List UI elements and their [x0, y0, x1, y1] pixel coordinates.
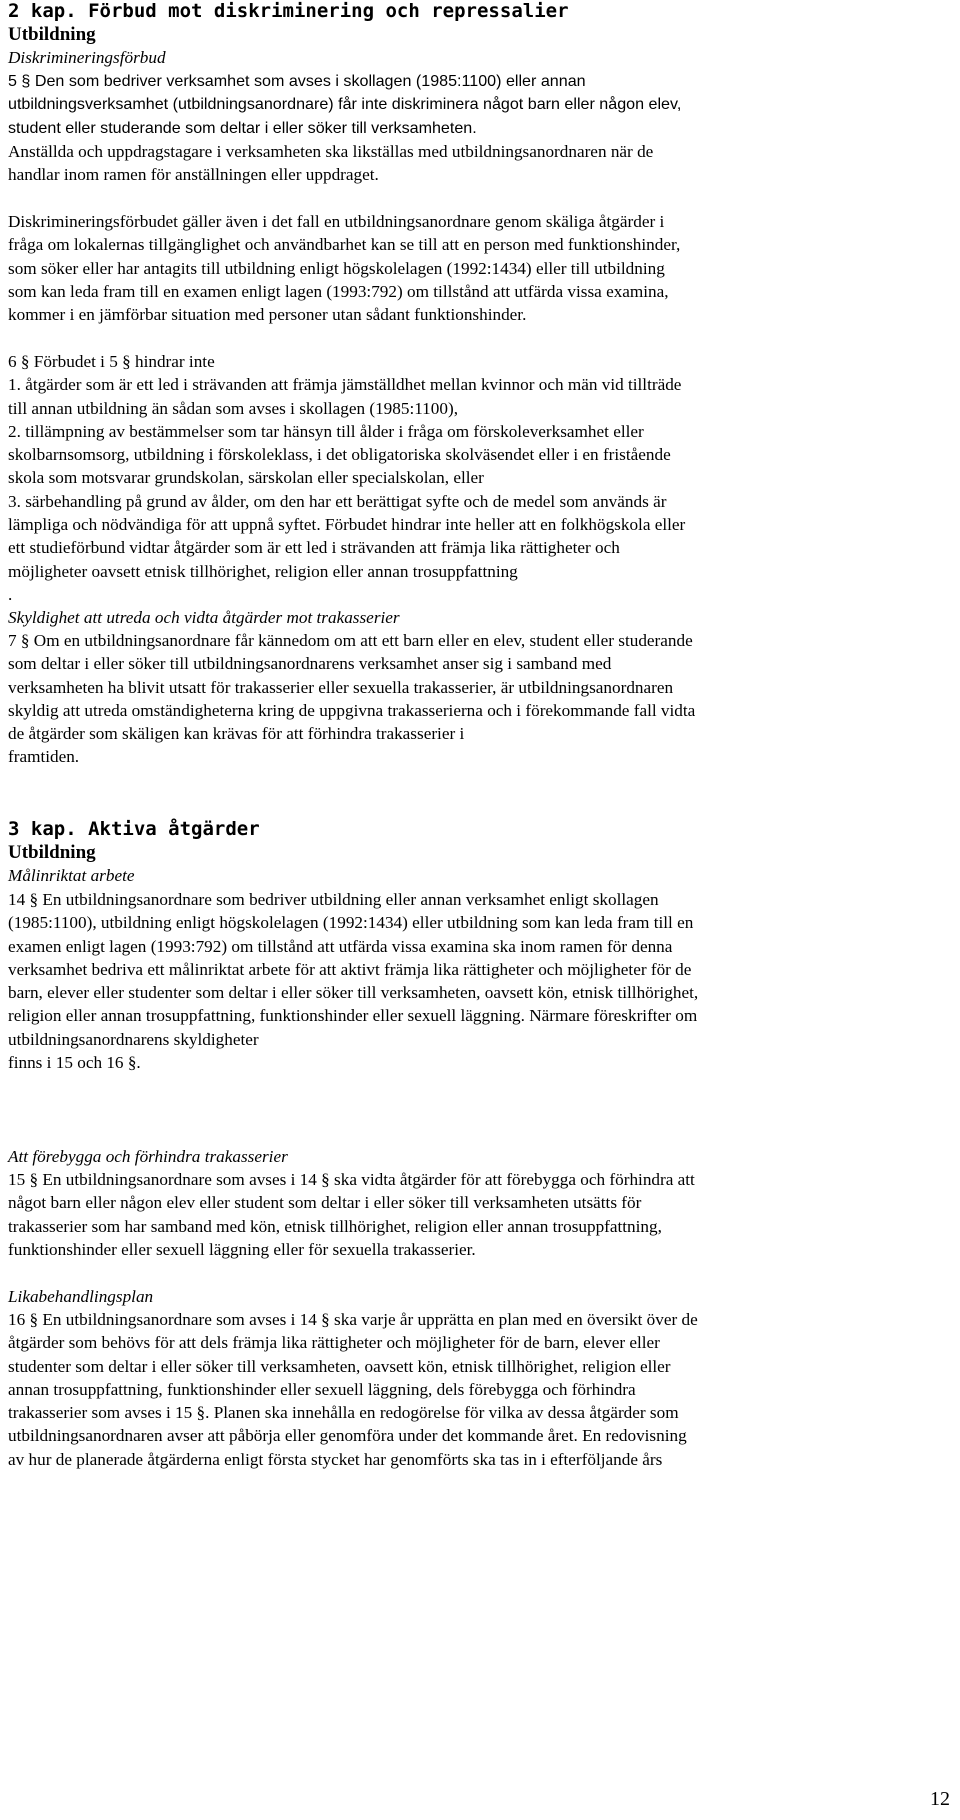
paragraph-7: [8, 629, 952, 769]
text-line: studenter som deltar i eller söker till verksamheten, oavsett kön, etnisk tillhörighet, religion eller: [8, 1356, 671, 1376]
text-line: trakasserier som avses i 15 §. Planen ska innehålla en redogörelse för vilka av dessa åtgärder som: [8, 1403, 679, 1423]
text-line: något barn eller någon elev eller student som deltar i eller söker till verksamheten utsätts för: [8, 1193, 642, 1213]
text-line: Anställda och uppdragstagare i verksamheten ska likställas med utbildningsanordnaren när de: [8, 142, 654, 161]
text-line: som kan leda fram till en examen enligt lagen (1993:792) om tillstånd att utfärda vissa examina,: [8, 281, 669, 301]
chapter-3-subheading: Målinriktat arbete: [8, 866, 135, 885]
text-line: möjligheter oavsett etnisk tillhörighet, religion eller annan trosuppfattning: [8, 561, 518, 581]
text-line: 7 § Om en utbildningsanordnare får kännedom om att ett barn eller en elev, student eller studerande: [8, 631, 693, 650]
page-number: 12: [930, 1788, 950, 1810]
paragraph-6: [8, 350, 952, 606]
text-line: verksamhet bedriva ett målinriktat arbete för att aktivt främja lika rättigheter och möjligheter för de: [8, 959, 692, 979]
text-line: de åtgärder som skäligen kan krävas för att förhindra trakasserier i: [8, 724, 465, 744]
chapter-3-section-heading: Utbildning: [8, 842, 96, 863]
paragraph-5: [8, 70, 952, 140]
text-line: barn, elever eller studenter som deltar i eller söker till verksamheten, oavsett kön, etnisk tillhörighet,: [8, 983, 699, 1003]
paragraph-14: [8, 888, 952, 1074]
text-line: skola som motsvarar grundskolan, särskolan eller specialskolan, eller: [8, 468, 484, 488]
text-line: handlar inom ramen för anställningen eller uppdraget.: [8, 165, 379, 185]
text-line: kommer i en jämförbar situation med personer utan sådant funktionshinder.: [8, 305, 527, 325]
text-line: som deltar i eller söker till utbildningsanordnarens verksamhet anser sig i samband med: [8, 654, 612, 674]
text-line: lämpliga och nödvändiga för att uppnå syftet. Förbudet hindrar inte heller att en folkhögskola eller: [8, 515, 686, 535]
chapter-2-subheading-trakasserier: Skyldighet att utreda och vidta åtgärder mot trakasserier: [8, 608, 400, 627]
text-line: 1. åtgärder som är ett led i strävanden att främja jämställdhet mellan kvinnor och män vid tillträde: [8, 375, 682, 395]
text-line: student eller studerande som deltar i eller söker till verksamheten.: [8, 118, 477, 137]
text-line: skyldig att utreda omständigheterna kring de uppgivna trakasserierna och i förekommande fall vidta: [8, 700, 696, 720]
text-line: (1985:1100), utbildning enligt högskolelagen (1992:1434) eller utbildning som kan leda fram till en: [8, 913, 694, 933]
text-line: 14 § En utbildningsanordnare som bedriver utbildning eller annan verksamhet enligt skollagen: [8, 890, 659, 909]
paragraph-anstallda: [8, 140, 952, 187]
text-line: finns i 15 och 16 §.: [8, 1053, 141, 1073]
text-line: 5 § Den som bedriver verksamhet som avses i skollagen (1985:1100) eller annan: [8, 72, 586, 90]
text-line: som söker eller har antagits till utbildning enligt högskolelagen (1992:1434) eller till utbildning: [8, 258, 665, 278]
text-line: fråga om lokalernas tillgänglighet och användbarhet kan se till att en person med funktionshinder,: [8, 235, 681, 255]
text-line: 16 § En utbildningsanordnare som avses i 14 § ska varje år upprätta en plan med en översikt över de: [8, 1310, 698, 1329]
chapter-2-subheading: Diskrimineringsförbud: [8, 48, 166, 67]
text-line: åtgärder som behövs för att dels främja lika rättigheter och möjligheter för de barn, elever eller: [8, 1333, 660, 1353]
text-line: 3. särbehandling på grund av ålder, om den har ett berättigat syfte och de medel som används är: [8, 491, 667, 511]
chapter-2-section-heading: Utbildning: [8, 24, 96, 45]
text-line: verksamheten ha blivit utsatt för trakasserier eller sexuella trakasserier, är utbildningsanordnaren: [8, 677, 674, 697]
chapter-3-subheading-forebygga: Att förebygga och förhindra trakasserier: [8, 1147, 288, 1166]
text-line: utbildningsanordnaren avser att påbörja eller genomföra under det kommande året. En redovisning: [8, 1426, 687, 1446]
text-line: annan trosuppfattning, funktionshinder eller sexuell läggning, dels förebygga och förhindra: [8, 1379, 636, 1399]
text-line: 2. tillämpning av bestämmelser som tar hänsyn till ålder i fråga om förskoleverksamhet eller: [8, 421, 644, 441]
text-line: av hur de planerade åtgärderna enligt första stycket har genomförts ska tas in i efterföljande års: [8, 1449, 663, 1469]
paragraph-diskrimineringsforbudet: [8, 210, 952, 326]
text-line: 6 § Förbudet i 5 § hindrar inte: [8, 352, 215, 371]
text-line: till annan utbildning än sådan som avses i skollagen (1985:1100),: [8, 398, 458, 418]
text-line: skolbarnsomsorg, utbildning i förskoleklass, i det obligatoriska skolväsendet eller i en fristående: [8, 445, 671, 465]
text-line: utbildningsanordnarens skyldigheter: [8, 1029, 259, 1049]
text-line: framtiden.: [8, 747, 80, 767]
chapter-3-subheading-likabehandlingsplan: Likabehandlingsplan: [8, 1287, 154, 1306]
text-line: utbildningsverksamhet (utbildningsanordnare) får inte diskriminera något barn eller någon elev,: [8, 95, 682, 114]
text-line: examen enligt lagen (1993:792) om tillstånd att utfärda vissa examina ska inom ramen för denna: [8, 936, 673, 956]
paragraph-16: [8, 1308, 952, 1471]
text-line: funktionshinder eller sexuell läggning eller för sexuella trakasserier.: [8, 1239, 476, 1259]
chapter-3-title: 3 kap. Aktiva åtgärder: [8, 818, 260, 840]
text-line: .: [8, 584, 13, 604]
text-line: Diskrimineringsförbudet gäller även i det fall en utbildningsanordnare genom skäliga åtgärder i: [8, 212, 665, 231]
chapter-2-title: 2 kap. Förbud mot diskriminering och repressalier: [8, 0, 569, 22]
paragraph-15: [8, 1168, 952, 1261]
text-line: ett studieförbund vidtar åtgärder som är ett led i strävanden att främja lika rättigheter och: [8, 538, 620, 558]
text-line: 15 § En utbildningsanordnare som avses i 14 § ska vidta åtgärder för att förebygga och förhindra att: [8, 1170, 695, 1189]
text-line: trakasserier som har samband med kön, etnisk tillhörighet, religion eller annan trosuppfattning,: [8, 1216, 662, 1236]
text-line: religion eller annan trosuppfattning, funktionshinder eller sexuell läggning. Närmare föreskrifter om: [8, 1006, 698, 1026]
